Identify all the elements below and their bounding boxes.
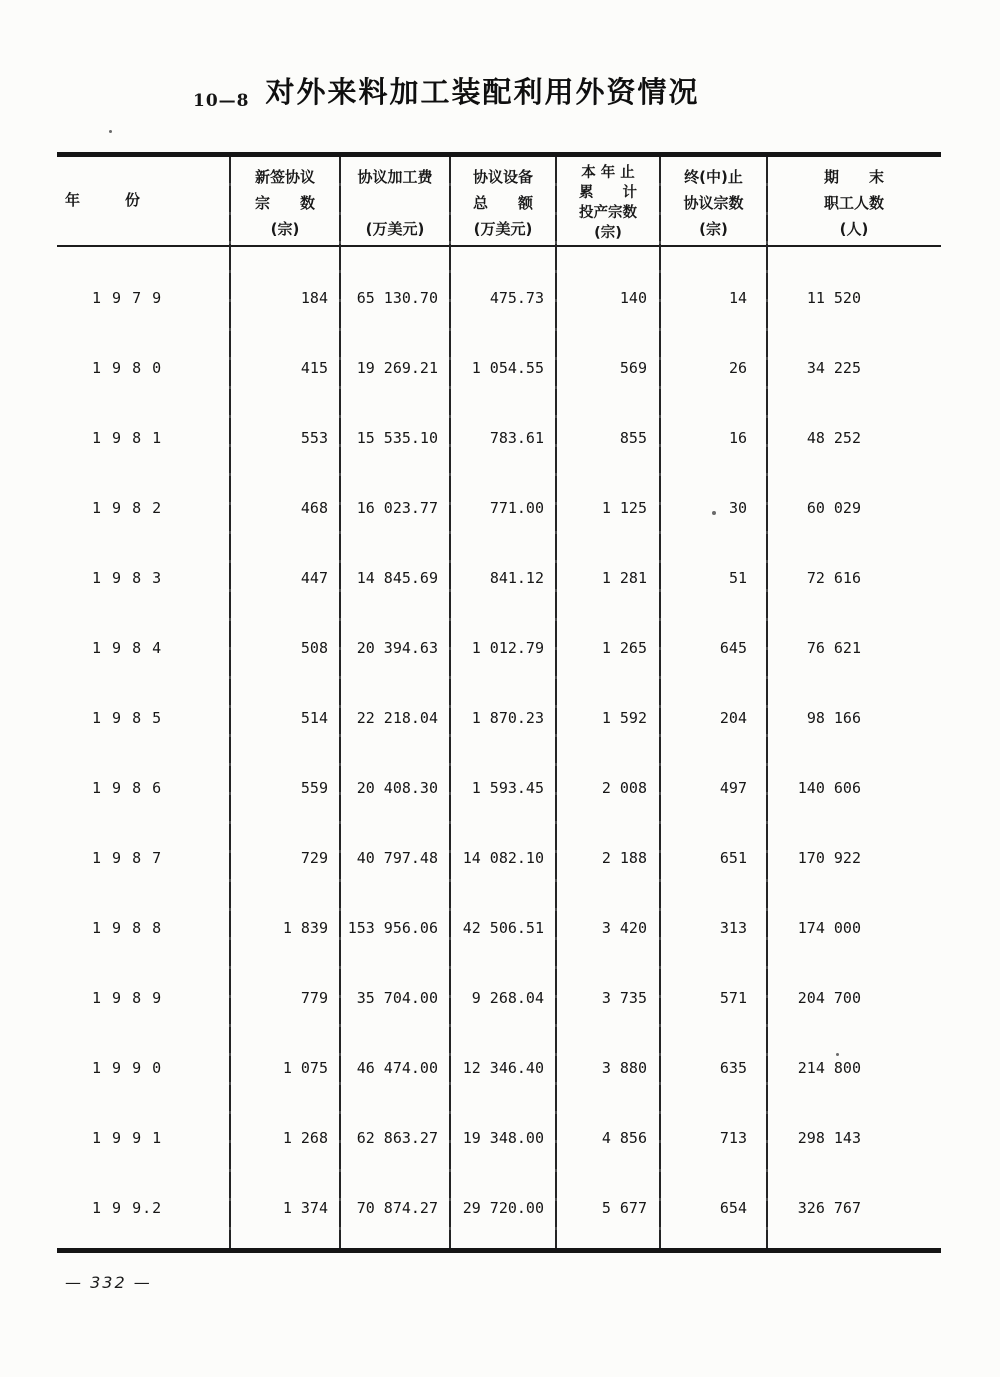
table-row (57, 263, 941, 333)
cell-value: 4 856 (601, 1129, 647, 1147)
scan-speck (836, 1053, 839, 1056)
column-divider (229, 157, 231, 1248)
processing-fee-cell (340, 263, 450, 333)
cumulative-production-cell (556, 473, 660, 543)
header-text: 协议设备 (472, 167, 533, 186)
cell-value: 1 268 (282, 1129, 328, 1147)
employees-cell (767, 333, 941, 403)
year-value: 1 9 9.2 (92, 1199, 163, 1217)
processing-fee-cell (340, 543, 450, 613)
terminated-cell (660, 473, 767, 543)
year-value: 1 9 8 2 (92, 499, 163, 517)
equipment-total-cell (450, 263, 556, 333)
cell-value: 20 408.30 (356, 779, 438, 797)
table-body (57, 247, 941, 1243)
cell-value: 14 082.10 (462, 849, 544, 867)
header-text: 终(中)止 (684, 167, 743, 186)
cell-value: 19 348.00 (462, 1129, 544, 1147)
cell-value: 204 700 (797, 989, 861, 1007)
cell-value: 1 870.23 (471, 709, 544, 727)
terminated-cell (660, 683, 767, 753)
header-cell-new-agreements (230, 157, 340, 245)
cumulative-production-cell (556, 963, 660, 1033)
header-text: (万美元) (365, 219, 425, 238)
cell-value: 42 506.51 (462, 919, 544, 937)
cell-value: 635 (719, 1059, 747, 1077)
equipment-total-cell (450, 613, 556, 683)
cell-value: 140 606 (797, 779, 861, 797)
header-cell-processing-fee (340, 157, 450, 245)
cell-value: 559 (300, 779, 328, 797)
header-text: 投产宗数 (579, 204, 637, 221)
cell-value: 553 (300, 429, 328, 447)
employees-cell (767, 753, 941, 823)
new-agreements-cell (230, 893, 340, 963)
table-row (57, 1033, 941, 1103)
cell-value: 468 (300, 499, 328, 517)
processing-fee-cell (340, 683, 450, 753)
header-text: 宗 数 (254, 193, 315, 212)
employees-cell (767, 823, 941, 893)
header-cell-year (57, 157, 230, 245)
processing-fee-cell (340, 473, 450, 543)
scan-speck (712, 511, 716, 515)
cell-value: 153 956.06 (347, 919, 438, 937)
table-row (57, 963, 941, 1033)
cell-value: 1 281 (601, 569, 647, 587)
terminated-cell (660, 1103, 767, 1173)
cell-value: 16 023.77 (356, 499, 438, 517)
cell-value: 170 922 (797, 849, 861, 867)
employees-cell (767, 403, 941, 473)
cell-value: 60 029 (806, 499, 861, 517)
year-cell (57, 683, 230, 753)
year-cell (57, 473, 230, 543)
header-text: 职工人数 (823, 193, 884, 212)
cell-value: 3 880 (601, 1059, 647, 1077)
cell-value: 2 188 (601, 849, 647, 867)
cell-value: 26 (728, 359, 747, 377)
equipment-total-cell (450, 1173, 556, 1243)
year-value: 1 9 8 7 (92, 849, 163, 867)
table-row (57, 893, 941, 963)
year-value: 1 9 9 1 (92, 1129, 163, 1147)
year-cell (57, 753, 230, 823)
cell-value: 497 (719, 779, 747, 797)
cell-value: 19 269.21 (356, 359, 438, 377)
processing-fee-cell (340, 1033, 450, 1103)
employees-cell (767, 1033, 941, 1103)
cell-value: 15 535.10 (356, 429, 438, 447)
title-row (193, 70, 700, 111)
scan-speck (109, 130, 112, 133)
header-text: 年 份 (65, 190, 141, 209)
header-cell-terminated (660, 157, 767, 245)
cell-value: 34 225 (806, 359, 861, 377)
new-agreements-cell (230, 753, 340, 823)
processing-fee-cell (340, 893, 450, 963)
terminated-cell (660, 403, 767, 473)
equipment-total-cell (450, 333, 556, 403)
page-number: — 332 — (65, 1273, 152, 1292)
cell-value: 415 (300, 359, 328, 377)
year-cell (57, 543, 230, 613)
cell-value: 508 (300, 639, 328, 657)
cell-value: 14 845.69 (356, 569, 438, 587)
cumulative-production-cell (556, 1173, 660, 1243)
cumulative-production-cell (556, 403, 660, 473)
cell-value: 11 520 (806, 289, 861, 307)
processing-fee-cell (340, 1173, 450, 1243)
cell-value: 46 474.00 (356, 1059, 438, 1077)
cell-value: 98 166 (806, 709, 861, 727)
year-cell (57, 333, 230, 403)
table-row (57, 1103, 941, 1173)
employees-cell (767, 473, 941, 543)
cell-value: 5 677 (601, 1199, 647, 1217)
employees-cell (767, 263, 941, 333)
cell-value: 1 054.55 (471, 359, 544, 377)
cell-value: 313 (719, 919, 747, 937)
cell-value: 72 616 (806, 569, 861, 587)
year-value: 1 9 8 6 (92, 779, 163, 797)
cell-value: 475.73 (489, 289, 544, 307)
cell-value: 1 592 (601, 709, 647, 727)
year-value: 1 9 8 4 (92, 639, 163, 657)
cell-value: 30 (728, 499, 747, 517)
new-agreements-cell (230, 823, 340, 893)
column-divider (449, 157, 451, 1248)
table-row (57, 613, 941, 683)
new-agreements-cell (230, 333, 340, 403)
terminated-cell (660, 543, 767, 613)
cumulative-production-cell (556, 683, 660, 753)
cell-value: 1 839 (282, 919, 328, 937)
cell-value: 2 008 (601, 779, 647, 797)
cell-value: 713 (719, 1129, 747, 1147)
terminated-cell (660, 963, 767, 1033)
terminated-cell (660, 893, 767, 963)
year-cell (57, 1173, 230, 1243)
column-divider (555, 157, 557, 1248)
processing-fee-cell (340, 333, 450, 403)
cell-value: 1 075 (282, 1059, 328, 1077)
cumulative-production-cell (556, 753, 660, 823)
new-agreements-cell (230, 543, 340, 613)
cumulative-production-cell (556, 893, 660, 963)
table-row (57, 1173, 941, 1243)
processing-fee-cell (340, 963, 450, 1033)
cumulative-production-cell (556, 543, 660, 613)
header-text: (万美元) (473, 219, 533, 238)
column-divider (659, 157, 661, 1248)
year-value: 1 9 8 5 (92, 709, 163, 727)
cell-value: 1 125 (601, 499, 647, 517)
table-row (57, 543, 941, 613)
header-cell-equipment-total (450, 157, 556, 245)
employees-cell (767, 1103, 941, 1173)
terminated-cell (660, 753, 767, 823)
page-title: 对外来料加工装配利用外资情况 (265, 75, 700, 109)
equipment-total-cell (450, 473, 556, 543)
cumulative-production-cell (556, 823, 660, 893)
cell-value: 62 863.27 (356, 1129, 438, 1147)
employees-cell (767, 613, 941, 683)
year-value: 1 9 8 8 (92, 919, 163, 937)
cell-value: 48 252 (806, 429, 861, 447)
processing-fee-cell (340, 753, 450, 823)
cell-value: 40 797.48 (356, 849, 438, 867)
employees-cell (767, 543, 941, 613)
cell-value: 214 800 (797, 1059, 861, 1077)
year-cell (57, 1103, 230, 1173)
cell-value: 29 720.00 (462, 1199, 544, 1217)
header-text: 新签协议 (254, 167, 315, 186)
cell-value: 14 (728, 289, 747, 307)
cell-value: 651 (719, 849, 747, 867)
employees-cell (767, 683, 941, 753)
terminated-cell (660, 1033, 767, 1103)
year-cell (57, 403, 230, 473)
table-header-row (57, 157, 941, 247)
equipment-total-cell (450, 893, 556, 963)
cell-value: 298 143 (797, 1129, 861, 1147)
equipment-total-cell (450, 403, 556, 473)
new-agreements-cell (230, 1033, 340, 1103)
new-agreements-cell (230, 403, 340, 473)
cell-value: 1 265 (601, 639, 647, 657)
year-value: 1 9 7 9 (92, 289, 163, 307)
cell-value: 35 704.00 (356, 989, 438, 1007)
equipment-total-cell (450, 1033, 556, 1103)
table-number: 10—8 (193, 91, 250, 111)
column-divider (339, 157, 341, 1248)
new-agreements-cell (230, 963, 340, 1033)
cell-value: 1 012.79 (471, 639, 544, 657)
header-text: (宗) (270, 219, 300, 238)
cell-value: 645 (719, 639, 747, 657)
header-cell-cumulative-production (556, 157, 660, 245)
cell-value: 1 374 (282, 1199, 328, 1217)
year-value: 1 9 9 0 (92, 1059, 163, 1077)
terminated-cell (660, 613, 767, 683)
cell-value: 76 621 (806, 639, 861, 657)
processing-fee-cell (340, 403, 450, 473)
cell-value: 70 874.27 (356, 1199, 438, 1217)
year-value: 1 9 8 9 (92, 989, 163, 1007)
employees-cell (767, 1173, 941, 1243)
year-cell (57, 1033, 230, 1103)
cell-value: 51 (728, 569, 747, 587)
year-cell (57, 823, 230, 893)
year-value: 1 9 8 0 (92, 359, 163, 377)
table-row (57, 823, 941, 893)
header-text: 累 计 (579, 184, 637, 201)
equipment-total-cell (450, 543, 556, 613)
terminated-cell (660, 333, 767, 403)
equipment-total-cell (450, 963, 556, 1033)
cell-value: 771.00 (489, 499, 544, 517)
cumulative-production-cell (556, 1033, 660, 1103)
header-text: (宗) (594, 224, 622, 241)
cell-value: 729 (300, 849, 328, 867)
cell-value: 571 (719, 989, 747, 1007)
employees-cell (767, 893, 941, 963)
cell-value: 204 (719, 709, 747, 727)
cell-value: 326 767 (797, 1199, 861, 1217)
header-text: 总 额 (472, 193, 533, 212)
cell-value: 174 000 (797, 919, 861, 937)
processing-fee-cell (340, 823, 450, 893)
cell-value: 184 (300, 289, 328, 307)
new-agreements-cell (230, 473, 340, 543)
cell-value: 783.61 (489, 429, 544, 447)
header-text: (人) (839, 219, 869, 238)
cell-value: 654 (719, 1199, 747, 1217)
cell-value: 3 735 (601, 989, 647, 1007)
foreign-capital-statistics-table (57, 152, 941, 1253)
cell-value: 22 218.04 (356, 709, 438, 727)
table-row (57, 403, 941, 473)
new-agreements-cell (230, 1173, 340, 1243)
cell-value: 9 268.04 (471, 989, 544, 1007)
cumulative-production-cell (556, 1103, 660, 1173)
table-row (57, 683, 941, 753)
equipment-total-cell (450, 823, 556, 893)
new-agreements-cell (230, 263, 340, 333)
cell-value: 569 (619, 359, 647, 377)
header-text: (宗) (699, 219, 728, 238)
header-text: 本 年 止 (581, 164, 635, 181)
cell-value: 140 (619, 289, 647, 307)
header-text: 协议加工费 (357, 167, 433, 186)
terminated-cell (660, 263, 767, 333)
processing-fee-cell (340, 1103, 450, 1173)
employees-cell (767, 963, 941, 1033)
cell-value: 65 130.70 (356, 289, 438, 307)
cell-value: 514 (300, 709, 328, 727)
year-cell (57, 963, 230, 1033)
year-value: 1 9 8 1 (92, 429, 163, 447)
column-divider (766, 157, 768, 1248)
new-agreements-cell (230, 683, 340, 753)
equipment-total-cell (450, 1103, 556, 1173)
cell-value: 16 (728, 429, 747, 447)
equipment-total-cell (450, 683, 556, 753)
new-agreements-cell (230, 613, 340, 683)
cell-value: 779 (300, 989, 328, 1007)
table-row (57, 333, 941, 403)
year-cell (57, 263, 230, 333)
cumulative-production-cell (556, 333, 660, 403)
cell-value: 3 420 (601, 919, 647, 937)
header-text: 协议宗数 (683, 193, 744, 212)
new-agreements-cell (230, 1103, 340, 1173)
terminated-cell (660, 823, 767, 893)
year-cell (57, 613, 230, 683)
cumulative-production-cell (556, 263, 660, 333)
cell-value: 12 346.40 (462, 1059, 544, 1077)
terminated-cell (660, 1173, 767, 1243)
cell-value: 855 (619, 429, 647, 447)
year-cell (57, 893, 230, 963)
cell-value: 841.12 (489, 569, 544, 587)
processing-fee-cell (340, 613, 450, 683)
year-value: 1 9 8 3 (92, 569, 163, 587)
cell-value: 1 593.45 (471, 779, 544, 797)
cumulative-production-cell (556, 613, 660, 683)
table-row (57, 753, 941, 823)
cell-value: 447 (300, 569, 328, 587)
header-cell-employees (767, 157, 941, 245)
table-row (57, 473, 941, 543)
equipment-total-cell (450, 753, 556, 823)
cell-value: 20 394.63 (356, 639, 438, 657)
header-text: 期 末 (823, 167, 884, 186)
